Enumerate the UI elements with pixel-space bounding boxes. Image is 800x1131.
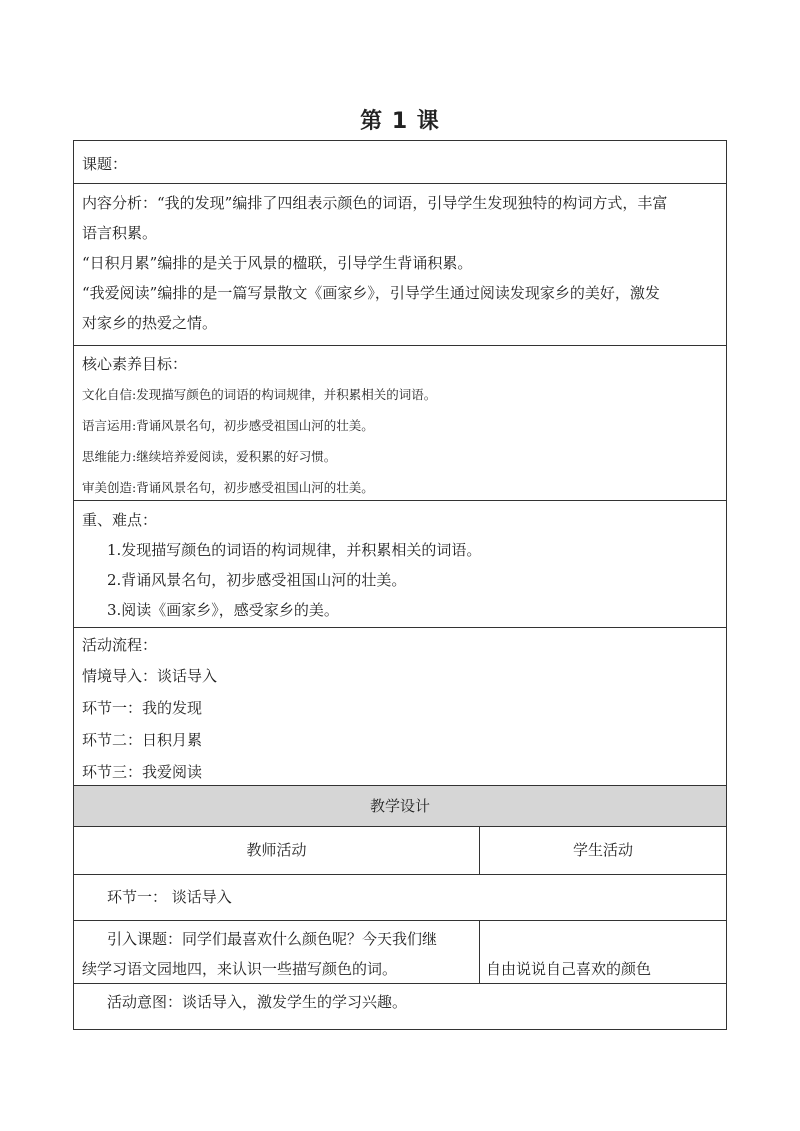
step1-label: 环节一： 谈话导入 [107, 888, 232, 906]
core-literacy-item: 思维能力:继续培养爱阅读，爱积累的好习惯。 [82, 449, 337, 464]
lesson-plan-table [73, 140, 727, 1030]
student-activity-cell [480, 921, 726, 983]
activity-intent: 活动意图：谈话导入，激发学生的学习兴趣。 [107, 993, 408, 1011]
column-header-row [73, 827, 727, 875]
student-activity-header: 学生活动 [572, 841, 633, 859]
content-analysis-line: “日积月累”编排的是关于风景的楹联，引导学生背诵积累。 [82, 254, 473, 272]
core-literacy-item: 文化自信:发现描写颜色的词语的构词规律，并积累相关的词语。 [82, 387, 437, 402]
key-point-item: 1.发现描写颜色的词语的构词规律，并积累相关的词语。 [107, 541, 482, 559]
content-analysis-line: “我爱阅读”编排的是一篇写景散文《画家乡》，引导学生通过阅读发现家乡的美好，激发 [82, 284, 660, 302]
page-title: 第 1 课 [360, 109, 440, 134]
step1-row [73, 875, 727, 921]
key-point-item: 3.阅读《画家乡》，感受家乡的美。 [107, 601, 339, 619]
intent-row [73, 984, 727, 1030]
activity-flow-item: 情境导入：谈话导入 [82, 667, 218, 685]
content-analysis-row [73, 184, 727, 346]
core-literacy-row [73, 346, 727, 501]
activity-flow-row [73, 628, 727, 786]
content-analysis-line: 语言积累。 [82, 224, 158, 242]
key-points-heading: 重、难点： [82, 511, 158, 529]
key-point-item: 2.背诵风景名句，初步感受祖国山河的壮美。 [107, 571, 407, 589]
teacher-activity-cell [74, 921, 480, 983]
teaching-design-label: 教学设计 [369, 797, 430, 815]
teaching-design-header [73, 786, 727, 827]
core-literacy-item: 审美创造:背诵风景名句，初步感受祖国山河的壮美。 [82, 480, 374, 495]
core-literacy-heading: 核心素养目标： [82, 355, 188, 373]
activity-flow-item: 环节一：我的发现 [82, 699, 203, 717]
key-points-row [73, 501, 727, 628]
content-analysis-line: 对家乡的热爱之情。 [82, 314, 218, 332]
core-literacy-item: 语言运用:背诵风景名句，初步感受祖国山河的壮美。 [82, 418, 374, 433]
topic-row [73, 140, 727, 184]
teacher-activity-line: 引入课题：同学们最喜欢什么颜色呢？今天我们继 [107, 930, 438, 948]
activity-flow-item: 环节二：日积月累 [82, 731, 203, 749]
activity-flow-heading: 活动流程： [82, 636, 158, 654]
teacher-activity-header: 教师活动 [74, 827, 480, 874]
teacher-activity-line: 续学习语文园地四，来认识一些描写颜色的词。 [82, 960, 398, 978]
activity-detail-row [73, 921, 727, 984]
student-activity-text: 自由说说自己喜欢的颜色 [486, 960, 652, 978]
activity-flow-item: 环节三：我爱阅读 [82, 763, 203, 781]
content-analysis-line: 内容分析：“我的发现”编排了四组表示颜色的词语，引导学生发现独特的构词方式，丰富 [82, 194, 668, 212]
topic-label: 课题： [82, 155, 128, 173]
